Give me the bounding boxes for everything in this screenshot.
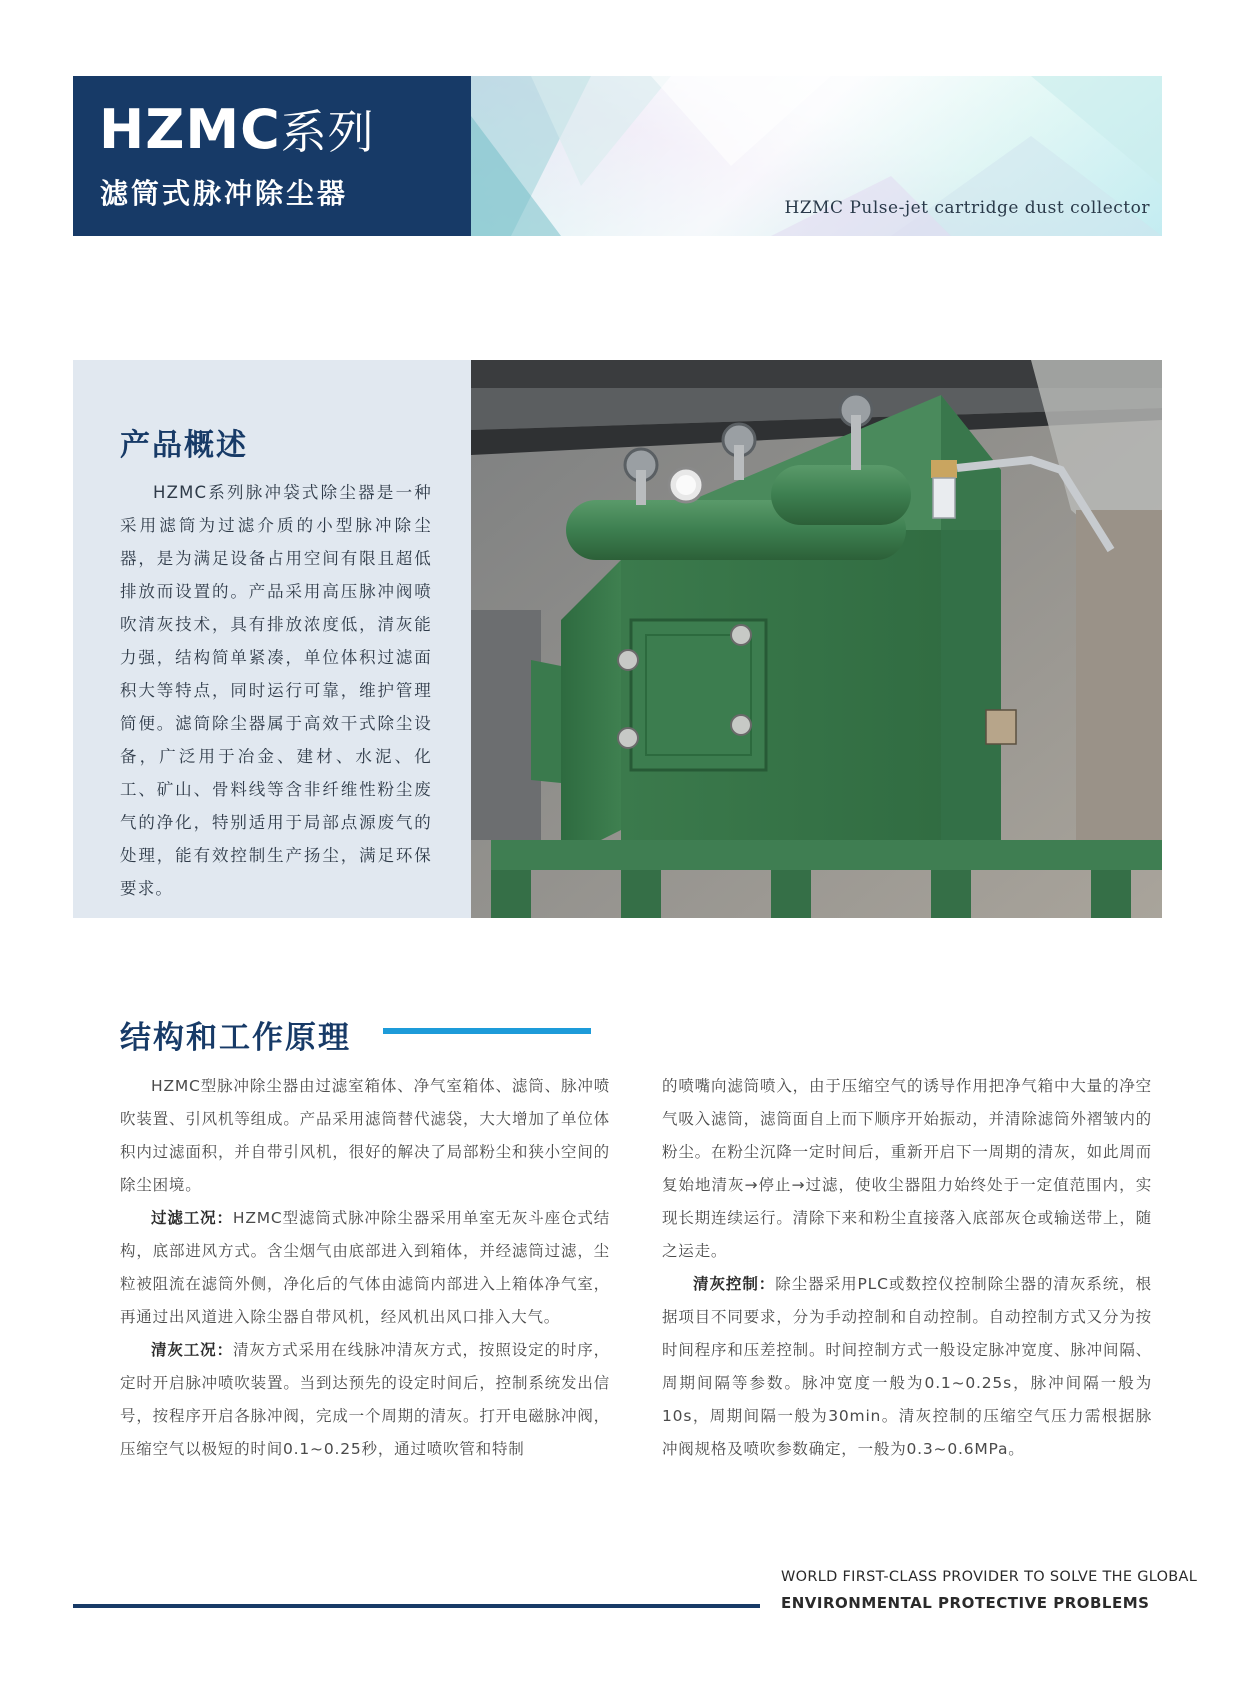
- title-series: 系列: [280, 105, 375, 159]
- structure-column-right: [662, 1070, 1152, 1466]
- filter-condition-paragraph: [120, 1202, 610, 1334]
- filter-condition-label: 过滤工况：: [151, 1209, 233, 1227]
- overview-title: 产品概述: [120, 428, 248, 463]
- filter-condition-text: HZMC型滤筒式脉冲除尘器采用单室无灰斗座仓式结构，底部进风方式。含尘烟气由底部进入到箱体，并经滤筒过滤，尘粒被阻流在滤筒外侧，净化后的气体由滤筒内部进入上箱体净气室，再通过出风道进入除尘器自带风机，经风机出风口排入大气。: [120, 1209, 610, 1326]
- header-banner: [471, 76, 1162, 236]
- cleaning-condition-text: 清灰方式采用在线脉冲清灰方式，按照设定的时序，定时开启脉冲喷吹装置。当到达预先的设定时间后，控制系统发出信号，按程序开启各脉冲阀，完成一个周期的清灰。打开电磁脉冲阀，压缩空气以极短的时间0.1~0.25秒，通过喷吹管和特制: [120, 1341, 610, 1458]
- cleaning-condition-continued: 的喷嘴向滤筒喷入，由于压缩空气的诱导作用把净气箱中大量的净空气吸入滤筒，滤筒面自上而下顺序开始振动，并清除滤筒外褶皱内的粉尘。在粉尘沉降一定时间后，重新开启下一周期的清灰，如此周而复始地清灰→停止→过滤，使收尘器阻力始终处于一定值范围内，实现长期连续运行。清除下来和粉尘直接落入底部灰仓或输送带上，随之运走。: [662, 1077, 1152, 1260]
- footer-slogan-line-2: ENVIRONMENTAL PROTECTIVE PROBLEMS: [781, 1594, 1150, 1612]
- page-subtitle: 滤筒式脉冲除尘器: [100, 177, 349, 210]
- section-accent-bar: [383, 1028, 591, 1034]
- footer-rule: [73, 1604, 760, 1608]
- footer-slogan-line-1: WORLD FIRST-CLASS PROVIDER TO SOLVE THE GLOBAL: [781, 1569, 1198, 1585]
- cleaning-control-text: 除尘器采用PLC或数控仪控制除尘器的清灰系统，根据项目不同要求，分为手动控制和自动控制。自动控制方式又分为按时间程序和压差控制。时间控制方式一般设定脉冲宽度、脉冲间隔、周期间隔等参数。脉冲宽度一般为0.1~0.25s，脉冲间隔一般为10s，周期间隔一般为30min。清灰控制的压缩空气压力需根据脉冲阀规格及喷吹参数确定，一般为0.3~0.6MPa。: [662, 1275, 1152, 1458]
- header-title-block: [73, 76, 471, 236]
- structure-section-title: 结构和工作原理: [120, 1020, 351, 1056]
- overview-panel: [73, 360, 471, 918]
- title-main: HZMC: [99, 98, 281, 161]
- dust-collector-illustration: [471, 360, 1162, 918]
- cleaning-condition-paragraph: [120, 1334, 610, 1466]
- structure-column-left: [120, 1070, 610, 1466]
- structure-paragraph-1: HZMC型脉冲除尘器由过滤室箱体、净气室箱体、滤筒、脉冲喷吹装置、引风机等组成。产品采用滤筒替代滤袋，大大增加了单位体积内过滤面积，并自带引风机，很好的解决了局部粉尘和狭小空间的除尘困境。: [120, 1077, 610, 1194]
- cleaning-condition-label: 清灰工况：: [151, 1341, 233, 1359]
- cleaning-control-label: 清灰控制：: [693, 1275, 776, 1293]
- product-photo: [471, 360, 1162, 918]
- cleaning-control-paragraph: [662, 1268, 1152, 1466]
- page-title: [99, 96, 375, 166]
- english-title: HZMC Pulse-jet cartridge dust collector: [784, 198, 1150, 218]
- overview-text: HZMC系列脉冲袋式除尘器是一种采用滤筒为过滤介质的小型脉冲除尘器，是为满足设备占用空间有限且超低排放而设置的。产品采用高压脉冲阀喷吹清灰技术，具有排放浓度低，清灰能力强，结构简单紧凑，单位体积过滤面积大等特点，同时运行可靠，维护管理简便。滤筒除尘器属于高效干式除尘设备，广泛用于冶金、建材、水泥、化工、矿山、骨料线等含非纤维性粉尘废气的净化，特别适用于局部点源废气的处理，能有效控制生产扬尘，满足环保要求。: [120, 483, 432, 898]
